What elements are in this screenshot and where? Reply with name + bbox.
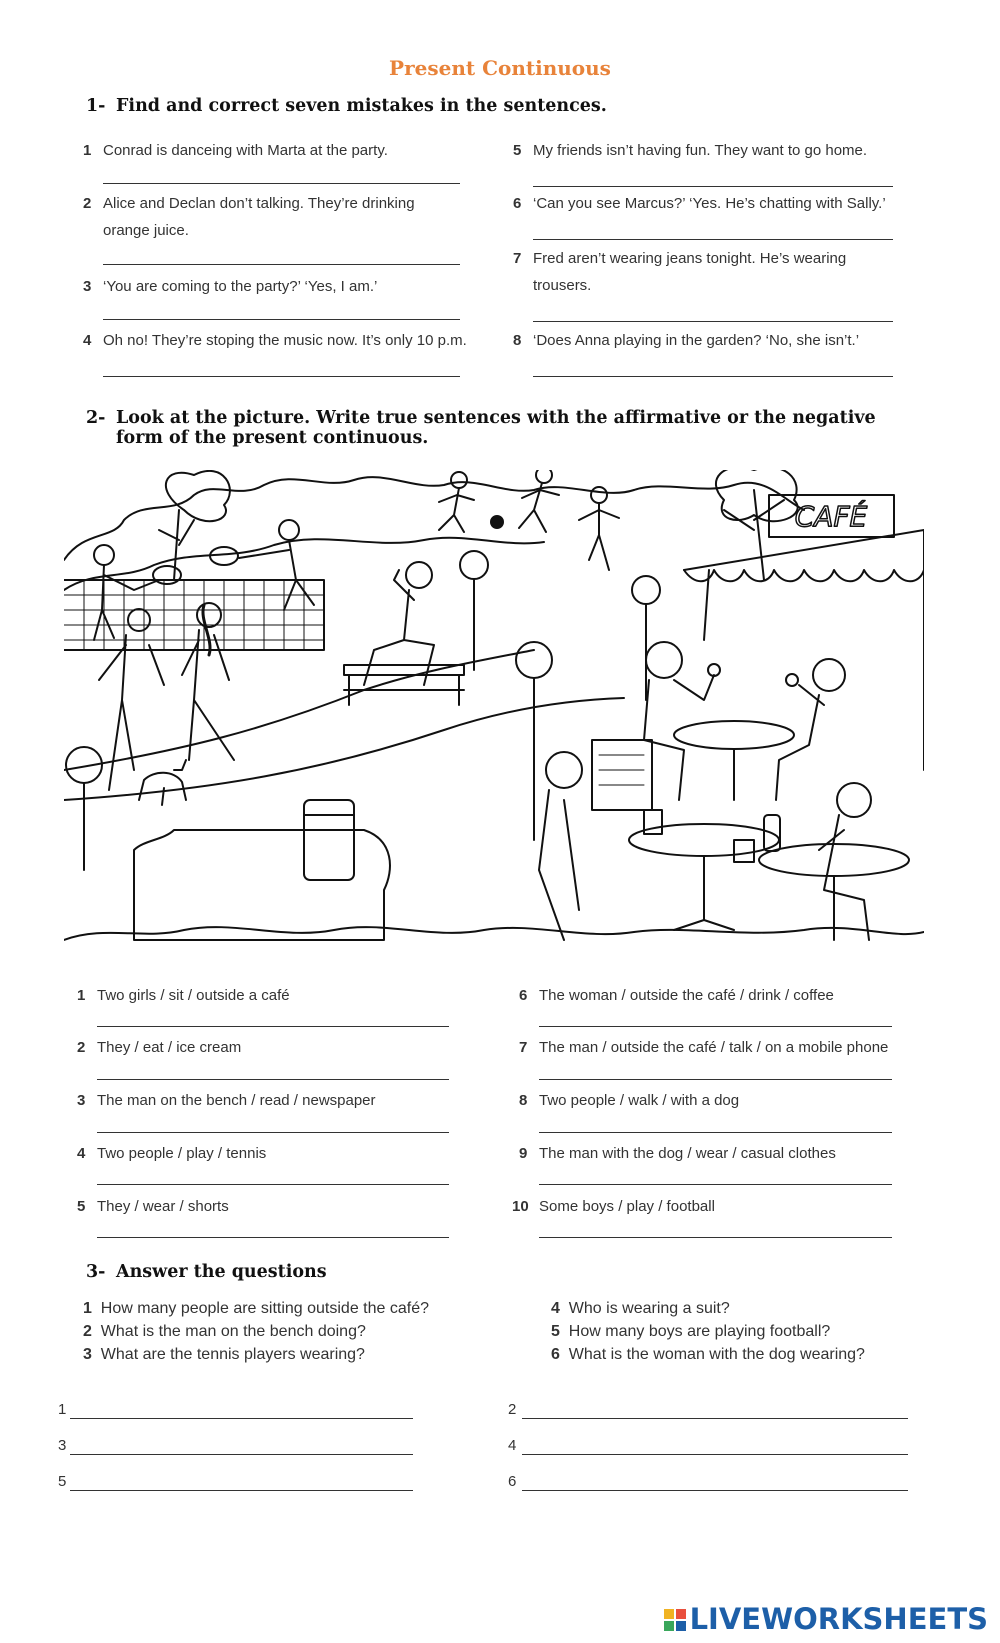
s3-question-number: 2 xyxy=(83,1323,92,1340)
s2-item-4 xyxy=(77,1140,477,1168)
s1-item-number: 5 xyxy=(513,142,522,159)
s3-question-text: How many boys are playing football? xyxy=(568,1323,831,1340)
cafe-sign-text: CAFÉ xyxy=(794,500,868,533)
s2-item-number: 1 xyxy=(77,987,86,1004)
s2-answer-line-8[interactable] xyxy=(539,1132,892,1133)
park-cafe-illustration xyxy=(64,470,924,980)
s2-item-text: Two people / walk / with a dog xyxy=(539,1092,740,1109)
s2-answer-line-4[interactable] xyxy=(97,1184,449,1185)
section3-number: 3- xyxy=(86,1262,106,1282)
s2-item-number: 3 xyxy=(77,1092,86,1109)
s3-answer-number-1: 1 xyxy=(58,1401,67,1418)
s2-answer-line-2[interactable] xyxy=(97,1079,449,1080)
s2-item-text: They / wear / shorts xyxy=(97,1198,229,1215)
s3-answer-number-4: 4 xyxy=(508,1437,517,1454)
s3-answer-line-1[interactable] xyxy=(70,1418,413,1419)
s2-answer-line-10[interactable] xyxy=(539,1237,892,1238)
s3-question-text: How many people are sitting outside the café? xyxy=(100,1300,429,1317)
s2-item-3 xyxy=(77,1087,477,1115)
page-title: Present Continuous xyxy=(389,56,611,80)
s2-answer-line-7[interactable] xyxy=(539,1079,892,1080)
s1-item-number: 1 xyxy=(83,142,92,159)
s1-item-text-cont: trousers. xyxy=(533,277,592,294)
s3-question-number: 1 xyxy=(83,1300,92,1317)
s2-answer-line-3[interactable] xyxy=(97,1132,449,1133)
s1-item-6 xyxy=(513,190,913,218)
s1-item-text: My friends isn’t having fun. They want to go home. xyxy=(533,142,868,159)
s2-item-text: The man / outside the café / talk / on a mobile phone xyxy=(539,1039,889,1056)
s3-question-1 xyxy=(83,1300,429,1318)
s3-answer-line-5[interactable] xyxy=(70,1490,413,1491)
section2-number: 2- xyxy=(86,408,106,428)
s1-answer-line-3[interactable] xyxy=(103,319,460,320)
section2-heading xyxy=(86,408,906,448)
s3-answer-number-6: 6 xyxy=(508,1473,517,1490)
s1-item-number: 4 xyxy=(83,332,92,349)
s3-answer-number-3: 3 xyxy=(58,1437,67,1454)
s2-item-text: They / eat / ice cream xyxy=(97,1039,242,1056)
logo-mark-icon xyxy=(664,1609,686,1631)
s3-question-6 xyxy=(551,1346,865,1364)
s1-answer-line-5[interactable] xyxy=(533,186,893,187)
s3-answer-line-2[interactable] xyxy=(522,1418,908,1419)
s3-answer-number-5: 5 xyxy=(58,1473,67,1490)
s3-answer-number-2: 2 xyxy=(508,1401,517,1418)
s1-item-text: ‘Does Anna playing in the garden? ‘No, she isn’t.’ xyxy=(533,332,860,349)
s2-item-text: Two girls / sit / outside a café xyxy=(97,987,290,1004)
section2-heading-line1: Look at the picture. Write true sentences with the affirmative or the negative xyxy=(116,408,876,428)
s3-answer-line-4[interactable] xyxy=(522,1454,908,1455)
s3-question-text: What is the woman with the dog wearing? xyxy=(568,1346,865,1363)
section3-heading-text: Answer the questions xyxy=(116,1262,327,1282)
s1-item-2 xyxy=(83,190,463,246)
s1-answer-line-8[interactable] xyxy=(533,376,893,377)
s3-question-text: What is the man on the bench doing? xyxy=(100,1323,366,1340)
s2-item-text: The man with the dog / wear / casual clothes xyxy=(539,1145,836,1162)
s1-item-number: 8 xyxy=(513,332,522,349)
s2-item-8 xyxy=(519,1087,939,1115)
s3-question-number: 5 xyxy=(551,1323,560,1340)
s1-answer-line-1[interactable] xyxy=(103,183,460,184)
s1-item-number: 2 xyxy=(83,195,92,212)
section3-heading xyxy=(86,1262,327,1282)
s3-question-3 xyxy=(83,1346,365,1364)
s2-item-number: 4 xyxy=(77,1145,86,1162)
s1-item-text: Oh no! They’re stoping the music now. It’s only 10 p.m. xyxy=(103,332,467,349)
s2-item-text: Two people / play / tennis xyxy=(97,1145,267,1162)
s1-item-text-cont: orange juice. xyxy=(103,222,189,239)
s2-item-10 xyxy=(512,1193,932,1221)
s1-answer-line-2[interactable] xyxy=(103,264,460,265)
s2-item-number: 7 xyxy=(519,1039,528,1056)
logo-text: LIVEWORKSHEETS xyxy=(689,1602,988,1636)
s2-item-number: 8 xyxy=(519,1092,528,1109)
s2-item-text: Some boys / play / football xyxy=(539,1198,715,1215)
s2-answer-line-5[interactable] xyxy=(97,1237,449,1238)
section1-heading-text: Find and correct seven mistakes in the sentences. xyxy=(116,96,607,116)
s2-item-9 xyxy=(519,1140,939,1168)
s1-item-1 xyxy=(83,137,463,165)
s1-item-text: Fred aren’t wearing jeans tonight. He’s wearing xyxy=(533,250,847,267)
s2-item-7 xyxy=(519,1034,939,1062)
s2-item-number: 5 xyxy=(77,1198,86,1215)
s2-answer-line-9[interactable] xyxy=(539,1184,892,1185)
s2-item-5 xyxy=(77,1193,477,1221)
s2-item-number: 2 xyxy=(77,1039,86,1056)
s2-item-text: The man on the bench / read / newspaper xyxy=(97,1092,376,1109)
s1-item-text: ‘You are coming to the party?’ ‘Yes, I am.’ xyxy=(103,278,378,295)
s1-item-text: Conrad is danceing with Marta at the party. xyxy=(103,142,388,159)
s2-item-1 xyxy=(77,982,477,1010)
s3-question-text: Who is wearing a suit? xyxy=(568,1300,730,1317)
s2-answer-line-6[interactable] xyxy=(539,1026,892,1027)
s2-item-number: 6 xyxy=(519,987,528,1004)
section1-heading xyxy=(86,96,607,116)
s1-item-3 xyxy=(83,273,463,301)
s3-question-number: 6 xyxy=(551,1346,560,1363)
s1-item-number: 3 xyxy=(83,278,92,295)
s3-answer-line-6[interactable] xyxy=(522,1490,908,1491)
s1-item-4 xyxy=(83,327,483,355)
s1-item-number: 6 xyxy=(513,195,522,212)
s2-item-text: The woman / outside the café / drink / coffee xyxy=(539,987,834,1004)
s1-answer-line-7[interactable] xyxy=(533,321,893,322)
s3-question-number: 3 xyxy=(83,1346,92,1363)
s1-item-8 xyxy=(513,327,913,355)
s1-answer-line-6[interactable] xyxy=(533,239,893,240)
section2-heading-line2: form of the present continuous. xyxy=(116,428,429,448)
s1-item-5 xyxy=(513,137,913,165)
s3-question-5 xyxy=(551,1323,830,1341)
s3-question-text: What are the tennis players wearing? xyxy=(100,1346,365,1363)
s2-item-2 xyxy=(77,1034,477,1062)
s1-item-text: ‘Can you see Marcus?’ ‘Yes. He’s chatting with Sally.’ xyxy=(533,195,886,212)
s3-question-4 xyxy=(551,1300,730,1318)
s3-answer-line-3[interactable] xyxy=(70,1454,413,1455)
s2-answer-line-1[interactable] xyxy=(97,1026,449,1027)
s3-question-2 xyxy=(83,1323,366,1341)
s2-item-number: 9 xyxy=(519,1145,528,1162)
s1-item-7 xyxy=(513,245,913,301)
s1-item-number: 7 xyxy=(513,250,522,267)
s1-item-text: Alice and Declan don’t talking. They’re drinking xyxy=(103,195,415,212)
s3-question-number: 4 xyxy=(551,1300,560,1317)
s2-item-number: 10 xyxy=(512,1198,529,1215)
section1-number: 1- xyxy=(86,96,106,116)
s2-item-6 xyxy=(519,982,939,1010)
s1-answer-line-4[interactable] xyxy=(103,376,460,377)
liveworksheets-logo[interactable] xyxy=(664,1602,988,1636)
